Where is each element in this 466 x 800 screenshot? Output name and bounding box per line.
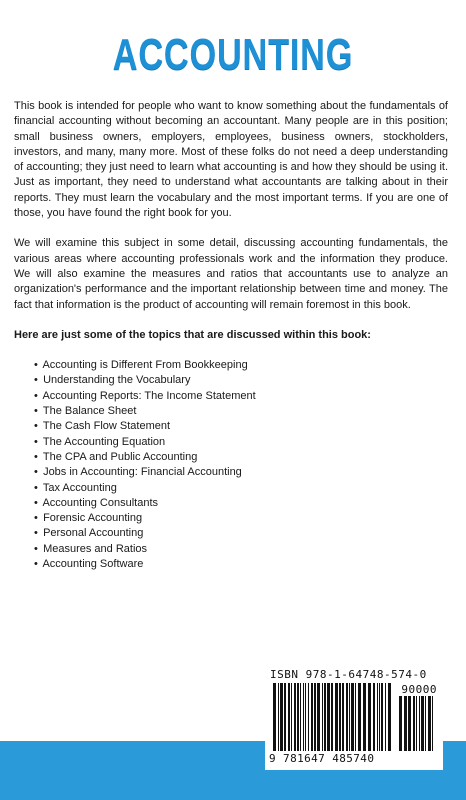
bullet-icon: • bbox=[34, 542, 38, 555]
price-code: 90000 bbox=[401, 683, 437, 696]
isbn-label: ISBN 978-1-64748-574-0 bbox=[270, 668, 427, 681]
bullet-icon: • bbox=[34, 420, 38, 433]
list-item: • Accounting is Different From Bookkeeping bbox=[34, 358, 448, 373]
list-item: • Measures and Ratios bbox=[34, 542, 448, 557]
list-item: • Tax Accounting bbox=[34, 481, 448, 496]
list-item: • Accounting Software bbox=[34, 557, 448, 572]
list-item: • Personal Accounting bbox=[34, 526, 448, 541]
addon-barcode-icon bbox=[399, 696, 435, 751]
list-item: • Accounting Consultants bbox=[34, 496, 448, 511]
barcode-icon bbox=[273, 683, 393, 751]
intro-paragraph: This book is intended for people who want to know something about the fundamentals of financial accounting without becoming an accountant. Many people are in this position; small business owners, employers, employees, business owners, stockholders, investors, and many, many more. Most of these folks do not need a deep understanding of accounting; they just need to learn what accounting is and how they should be using it. Just as important, they need to understand what accountants are talking about in their reports. They must learn the vocabulary and the most important terms. If you are one of those, you have found the right book for you. bbox=[14, 100, 448, 220]
bullet-icon: • bbox=[34, 527, 38, 540]
list-item: • The CPA and Public Accounting bbox=[34, 450, 448, 465]
list-item: • The Accounting Equation bbox=[34, 435, 448, 450]
bullet-icon: • bbox=[34, 374, 38, 387]
list-item: • The Cash Flow Statement bbox=[34, 419, 448, 434]
list-item: • Accounting Reports: The Income Statement bbox=[34, 389, 448, 404]
bullet-icon: • bbox=[34, 359, 38, 372]
topics-heading: Here are just some of the topics that are discussed within this book: bbox=[14, 328, 371, 341]
barcode-digits: 9 781647 485740 bbox=[269, 752, 375, 765]
bullet-icon: • bbox=[34, 389, 38, 402]
back-cover-text bbox=[14, 99, 448, 572]
bullet-icon: • bbox=[34, 466, 38, 479]
bullet-icon: • bbox=[34, 481, 38, 494]
bullet-icon: • bbox=[34, 496, 38, 509]
bullet-icon: • bbox=[34, 512, 38, 525]
bullet-icon: • bbox=[34, 405, 38, 418]
barcode-box bbox=[265, 666, 443, 770]
topics-list bbox=[14, 358, 448, 572]
list-item: • Jobs in Accounting: Financial Accounting bbox=[34, 465, 448, 480]
book-title: ACCOUNTING bbox=[112, 30, 354, 79]
list-item: • Forensic Accounting bbox=[34, 511, 448, 526]
examine-paragraph: We will examine this subject in some detail, discussing accounting fundamentals, the various areas where accounting professionals work and the information they produce. We will also examine the measures and ratios that accountants use to analyze an organization's performance and the important relationship between time and money. The fact that information is the product of accounting will remain foremost in this book. bbox=[14, 237, 448, 311]
bullet-icon: • bbox=[34, 450, 38, 463]
bullet-icon: • bbox=[34, 435, 38, 448]
list-item: • The Balance Sheet bbox=[34, 404, 448, 419]
list-item: • Understanding the Vocabulary bbox=[34, 373, 448, 388]
bullet-icon: • bbox=[34, 558, 38, 571]
